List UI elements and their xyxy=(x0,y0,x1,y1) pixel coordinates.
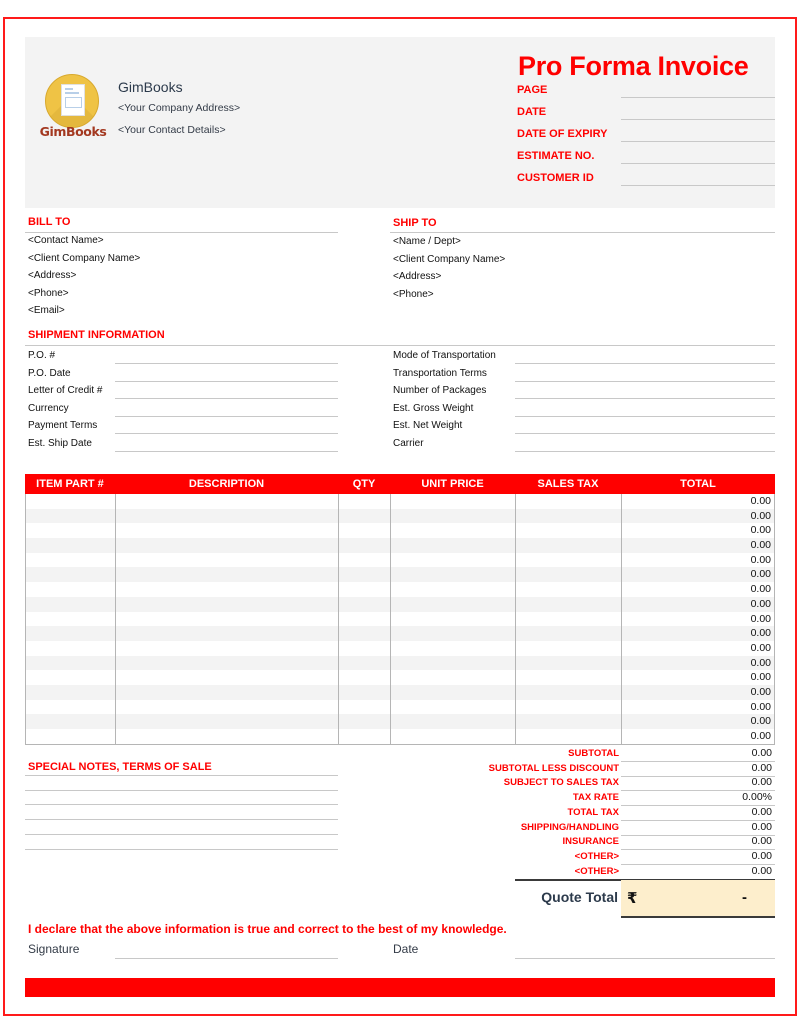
notes-line[interactable] xyxy=(25,790,338,791)
qty-column-cell[interactable] xyxy=(338,641,390,656)
unit-price-column-cell[interactable] xyxy=(390,626,515,641)
qty-column-cell[interactable] xyxy=(338,494,390,509)
unit-price-column-cell[interactable] xyxy=(390,714,515,729)
qty-column-cell[interactable] xyxy=(338,582,390,597)
bill-to-line[interactable]: <Address> xyxy=(28,270,77,282)
description-column-cell[interactable] xyxy=(115,656,338,671)
shipment-field-label: Number of Packages xyxy=(393,385,487,397)
unit-price-column-cell[interactable] xyxy=(390,700,515,715)
description-column-cell[interactable] xyxy=(115,509,338,524)
item-part-column-cell[interactable] xyxy=(25,656,115,671)
description-column-cell[interactable] xyxy=(115,553,338,568)
description-column-header: DESCRIPTION xyxy=(188,478,265,490)
item-part-column-cell[interactable] xyxy=(25,729,115,744)
unit-price-column-header: UNIT PRICE xyxy=(421,478,484,490)
sales-tax-column-cell[interactable] xyxy=(515,685,621,700)
qty-column-cell[interactable] xyxy=(338,670,390,685)
qty-column-cell[interactable] xyxy=(338,509,390,524)
shipment-field-input[interactable] xyxy=(515,433,775,434)
table-row xyxy=(25,641,775,656)
total-column-cell[interactable]: 0.00 xyxy=(621,714,775,729)
bill-to-line[interactable]: <Email> xyxy=(28,305,65,317)
qty-column-header: QTY xyxy=(352,478,376,490)
meta-label: DATE xyxy=(517,106,547,118)
bill-to-line[interactable]: <Client Company Name> xyxy=(28,252,141,264)
declaration-text: I declare that the above information is true and correct to the best of my knowledge. xyxy=(28,922,507,936)
sales-tax-column-cell[interactable] xyxy=(515,670,621,685)
shipment-field-label: Payment Terms xyxy=(28,420,98,432)
item-part-column-cell[interactable] xyxy=(25,670,115,685)
total-column-cell[interactable]: 0.00 xyxy=(621,641,775,656)
unit-price-column-cell[interactable] xyxy=(390,538,515,553)
item-part-column-cell[interactable] xyxy=(25,597,115,612)
description-column-cell[interactable] xyxy=(115,626,338,641)
totals-value[interactable]: 0.00 xyxy=(751,835,772,848)
total-column-cell[interactable]: 0.00 xyxy=(621,494,775,509)
item-part-column-cell[interactable] xyxy=(25,582,115,597)
meta-label: PAGE xyxy=(517,84,548,96)
qty-column-cell[interactable] xyxy=(338,626,390,641)
shipment-field-input[interactable] xyxy=(515,381,775,382)
sales-tax-column-cell[interactable] xyxy=(515,582,621,597)
rupee-currency-icon: ₹ xyxy=(627,889,638,907)
unit-price-column-cell[interactable] xyxy=(390,729,515,744)
sales-tax-column-cell[interactable] xyxy=(515,553,621,568)
total-column-cell[interactable]: 0.00 xyxy=(621,582,775,597)
totals-value[interactable]: 0.00 xyxy=(751,776,772,789)
item-part-column-cell[interactable] xyxy=(25,612,115,627)
ship-to-line[interactable]: <Address> xyxy=(393,271,442,283)
unit-price-column-cell[interactable] xyxy=(390,685,515,700)
total-column-cell[interactable]: 0.00 xyxy=(621,656,775,671)
total-column-cell[interactable]: 0.00 xyxy=(621,567,775,582)
totals-label: SHIPPING/HANDLING xyxy=(520,821,619,833)
shipment-field-label: Est. Ship Date xyxy=(28,438,92,449)
totals-value[interactable]: 0.00 xyxy=(751,747,772,759)
logo-circle xyxy=(45,74,99,128)
unit-price-column-cell[interactable] xyxy=(390,567,515,582)
description-column-cell[interactable] xyxy=(115,700,338,715)
sales-tax-column-cell[interactable] xyxy=(515,509,621,524)
qty-column-cell[interactable] xyxy=(338,700,390,715)
total-column-cell[interactable]: 0.00 xyxy=(621,729,775,744)
shipment-field-input[interactable] xyxy=(115,416,338,417)
qty-column-cell[interactable] xyxy=(338,597,390,612)
item-part-column-cell[interactable] xyxy=(25,567,115,582)
item-part-column-cell[interactable] xyxy=(25,626,115,641)
totals-label: <OTHER> xyxy=(574,865,619,877)
total-column-cell[interactable]: 0.00 xyxy=(621,523,775,538)
totals-label: INSURANCE xyxy=(562,836,619,848)
bill-to-heading: BILL TO xyxy=(28,216,71,228)
totals-label: SUBJECT TO SALES TAX xyxy=(503,777,619,789)
quote-total-box xyxy=(621,880,775,918)
shipment-field-input[interactable] xyxy=(115,363,338,364)
unit-price-column-cell[interactable] xyxy=(390,494,515,509)
sales-tax-column-cell[interactable] xyxy=(515,700,621,715)
bill-to-rule xyxy=(25,232,338,233)
unit-price-column-cell[interactable] xyxy=(390,656,515,671)
shipment-field-label: Mode of Transportation xyxy=(393,350,496,361)
sales-tax-column-cell[interactable] xyxy=(515,729,621,744)
totals-label: <OTHER> xyxy=(574,850,619,862)
table-row xyxy=(25,567,775,582)
company-name[interactable]: GimBooks xyxy=(118,79,183,95)
bill-to-line[interactable]: <Phone> xyxy=(28,287,69,299)
table-row xyxy=(25,612,775,627)
table-row xyxy=(25,670,775,685)
total-column-cell[interactable]: 0.00 xyxy=(621,538,775,553)
company-contact[interactable]: <Your Contact Details> xyxy=(118,124,226,136)
table-row xyxy=(25,656,775,671)
shipment-field-label: Letter of Credit # xyxy=(28,385,103,397)
shipment-field-label: Transportation Terms xyxy=(393,367,487,379)
shipment-field-label: Carrier xyxy=(393,438,424,449)
sales-tax-column-cell[interactable] xyxy=(515,626,621,641)
shipment-field-label: P.O. Date xyxy=(28,367,71,379)
meta-label: DATE OF EXPIRY xyxy=(517,128,608,140)
signature-date-field[interactable] xyxy=(515,958,775,959)
total-column-cell[interactable]: 0.00 xyxy=(621,612,775,627)
notes-line[interactable] xyxy=(25,775,338,776)
document-title: Pro Forma Invoice xyxy=(518,51,749,81)
meta-field-input[interactable] xyxy=(621,141,775,142)
shipment-field-input[interactable] xyxy=(115,433,338,434)
item-part-column-cell[interactable] xyxy=(25,494,115,509)
signature-label: Signature xyxy=(28,942,80,956)
bill-to-line[interactable]: <Contact Name> xyxy=(28,235,104,246)
meta-label: CUSTOMER ID xyxy=(517,172,594,184)
unit-price-column-cell[interactable] xyxy=(390,523,515,538)
description-column-cell[interactable] xyxy=(115,567,338,582)
totals-value[interactable]: 0.00 xyxy=(751,820,772,833)
qty-column-cell[interactable] xyxy=(338,685,390,700)
shipment-field-input[interactable] xyxy=(515,416,775,417)
meta-field-input[interactable] xyxy=(621,97,775,98)
item-part-column-cell[interactable] xyxy=(25,509,115,524)
item-part-column-header: ITEM PART # xyxy=(36,478,104,490)
notes-line[interactable] xyxy=(25,834,338,835)
meta-field-input[interactable] xyxy=(621,185,775,186)
item-part-column-cell[interactable] xyxy=(25,700,115,715)
description-column-cell[interactable] xyxy=(115,582,338,597)
meta-field-input[interactable] xyxy=(621,119,775,120)
table-row xyxy=(25,685,775,700)
invoice-document-icon xyxy=(61,84,85,116)
table-row xyxy=(25,523,775,538)
shipment-field-label: P.O. # xyxy=(28,350,56,361)
table-row xyxy=(25,582,775,597)
quote-total-label: Quote Total xyxy=(541,889,618,905)
description-column-cell[interactable] xyxy=(115,523,338,538)
table-row xyxy=(25,538,775,553)
totals-value[interactable]: 0.00 xyxy=(751,805,772,818)
footer-bar xyxy=(25,978,775,997)
sales-tax-column-cell[interactable] xyxy=(515,612,621,627)
sales-tax-column-cell[interactable] xyxy=(515,494,621,509)
unit-price-column-cell[interactable] xyxy=(390,612,515,627)
table-row xyxy=(25,509,775,524)
notes-line[interactable] xyxy=(25,819,338,820)
table-row xyxy=(25,597,775,612)
item-part-column-cell[interactable] xyxy=(25,641,115,656)
unit-price-column-cell[interactable] xyxy=(390,641,515,656)
totals-label: SUBTOTAL LESS DISCOUNT xyxy=(488,762,619,774)
sales-tax-column-cell[interactable] xyxy=(515,523,621,538)
shipment-rule xyxy=(25,345,775,346)
totals-value[interactable]: 0.00 xyxy=(751,761,772,774)
sales-tax-column-cell[interactable] xyxy=(515,641,621,656)
sales-tax-column-cell[interactable] xyxy=(515,538,621,553)
total-column-header: TOTAL xyxy=(680,478,716,490)
description-column-cell[interactable] xyxy=(115,729,338,744)
item-part-column-cell[interactable] xyxy=(25,685,115,700)
items-table xyxy=(25,474,775,745)
description-column-cell[interactable] xyxy=(115,612,338,627)
item-part-column-cell[interactable] xyxy=(25,553,115,568)
sales-tax-column-cell[interactable] xyxy=(515,714,621,729)
notes-heading: SPECIAL NOTES, TERMS OF SALE xyxy=(28,761,212,773)
items-table-header xyxy=(25,474,775,494)
shipment-heading: SHIPMENT INFORMATION xyxy=(28,329,165,341)
ship-to-line[interactable]: <Name / Dept> xyxy=(393,236,461,247)
total-column-cell[interactable]: 0.00 xyxy=(621,626,775,641)
item-part-column-cell[interactable] xyxy=(25,714,115,729)
unit-price-column-cell[interactable] xyxy=(390,582,515,597)
table-row xyxy=(25,700,775,715)
total-column-cell[interactable]: 0.00 xyxy=(621,553,775,568)
qty-column-cell[interactable] xyxy=(338,553,390,568)
table-row xyxy=(25,626,775,641)
ship-to-heading: SHIP TO xyxy=(393,217,437,229)
ship-to-rule xyxy=(390,232,775,233)
meta-label: ESTIMATE NO. xyxy=(517,150,595,162)
table-row xyxy=(25,729,775,744)
notes-line[interactable] xyxy=(25,804,338,805)
unit-price-column-cell[interactable] xyxy=(390,509,515,524)
shipment-field-input[interactable] xyxy=(115,451,338,452)
qty-column-cell[interactable] xyxy=(338,523,390,538)
description-column-cell[interactable] xyxy=(115,494,338,509)
total-column-cell[interactable]: 0.00 xyxy=(621,670,775,685)
totals-label: TOTAL TAX xyxy=(567,806,619,818)
shipment-field-input[interactable] xyxy=(115,398,338,399)
shipment-field-input[interactable] xyxy=(515,451,775,452)
logo-wordmark: GimBooks xyxy=(39,124,107,139)
unit-price-column-cell[interactable] xyxy=(390,670,515,685)
quote-total-value: - xyxy=(742,889,747,906)
sales-tax-column-header: SALES TAX xyxy=(537,478,599,490)
shipment-field-label: Est. Net Weight xyxy=(393,420,463,432)
description-column-cell[interactable] xyxy=(115,641,338,656)
description-column-cell[interactable] xyxy=(115,670,338,685)
totals-value[interactable]: 0.00% xyxy=(742,791,772,804)
qty-column-cell[interactable] xyxy=(338,729,390,744)
item-part-column-cell[interactable] xyxy=(25,523,115,538)
description-column-cell[interactable] xyxy=(115,538,338,553)
item-part-column-cell[interactable] xyxy=(25,538,115,553)
meta-field-input[interactable] xyxy=(621,163,775,164)
company-address[interactable]: <Your Company Address> xyxy=(118,102,241,114)
shipment-field-label: Est. Gross Weight xyxy=(393,402,474,414)
table-row xyxy=(25,494,775,509)
table-row xyxy=(25,714,775,729)
qty-column-cell[interactable] xyxy=(338,612,390,627)
description-column-cell[interactable] xyxy=(115,714,338,729)
total-column-cell[interactable]: 0.00 xyxy=(621,597,775,612)
total-column-cell[interactable]: 0.00 xyxy=(621,509,775,524)
total-column-cell[interactable]: 0.00 xyxy=(621,700,775,715)
shipment-field-input[interactable] xyxy=(515,363,775,364)
signature-field[interactable] xyxy=(115,958,338,959)
totals-value[interactable]: 0.00 xyxy=(751,849,772,862)
sales-tax-column-cell[interactable] xyxy=(515,656,621,671)
shipment-field-input[interactable] xyxy=(515,398,775,399)
qty-column-cell[interactable] xyxy=(338,567,390,582)
qty-column-cell[interactable] xyxy=(338,714,390,729)
qty-column-cell[interactable] xyxy=(338,538,390,553)
sales-tax-column-cell[interactable] xyxy=(515,567,621,582)
ship-to-line[interactable]: <Client Company Name> xyxy=(393,253,506,265)
sales-tax-column-cell[interactable] xyxy=(515,597,621,612)
qty-column-cell[interactable] xyxy=(338,656,390,671)
signature-date-label: Date xyxy=(393,942,419,956)
shipment-field-label: Currency xyxy=(28,402,69,414)
unit-price-column-cell[interactable] xyxy=(390,553,515,568)
ship-to-line[interactable]: <Phone> xyxy=(393,288,434,300)
totals-value[interactable]: 0.00 xyxy=(751,864,772,877)
table-row xyxy=(25,553,775,568)
shipment-field-input[interactable] xyxy=(115,381,338,382)
description-column-cell[interactable] xyxy=(115,685,338,700)
notes-line[interactable] xyxy=(25,849,338,850)
company-logo xyxy=(37,74,109,140)
totals-label: SUBTOTAL xyxy=(568,748,619,759)
totals-label: TAX RATE xyxy=(572,792,619,804)
unit-price-column-cell[interactable] xyxy=(390,597,515,612)
total-column-cell[interactable]: 0.00 xyxy=(621,685,775,700)
description-column-cell[interactable] xyxy=(115,597,338,612)
